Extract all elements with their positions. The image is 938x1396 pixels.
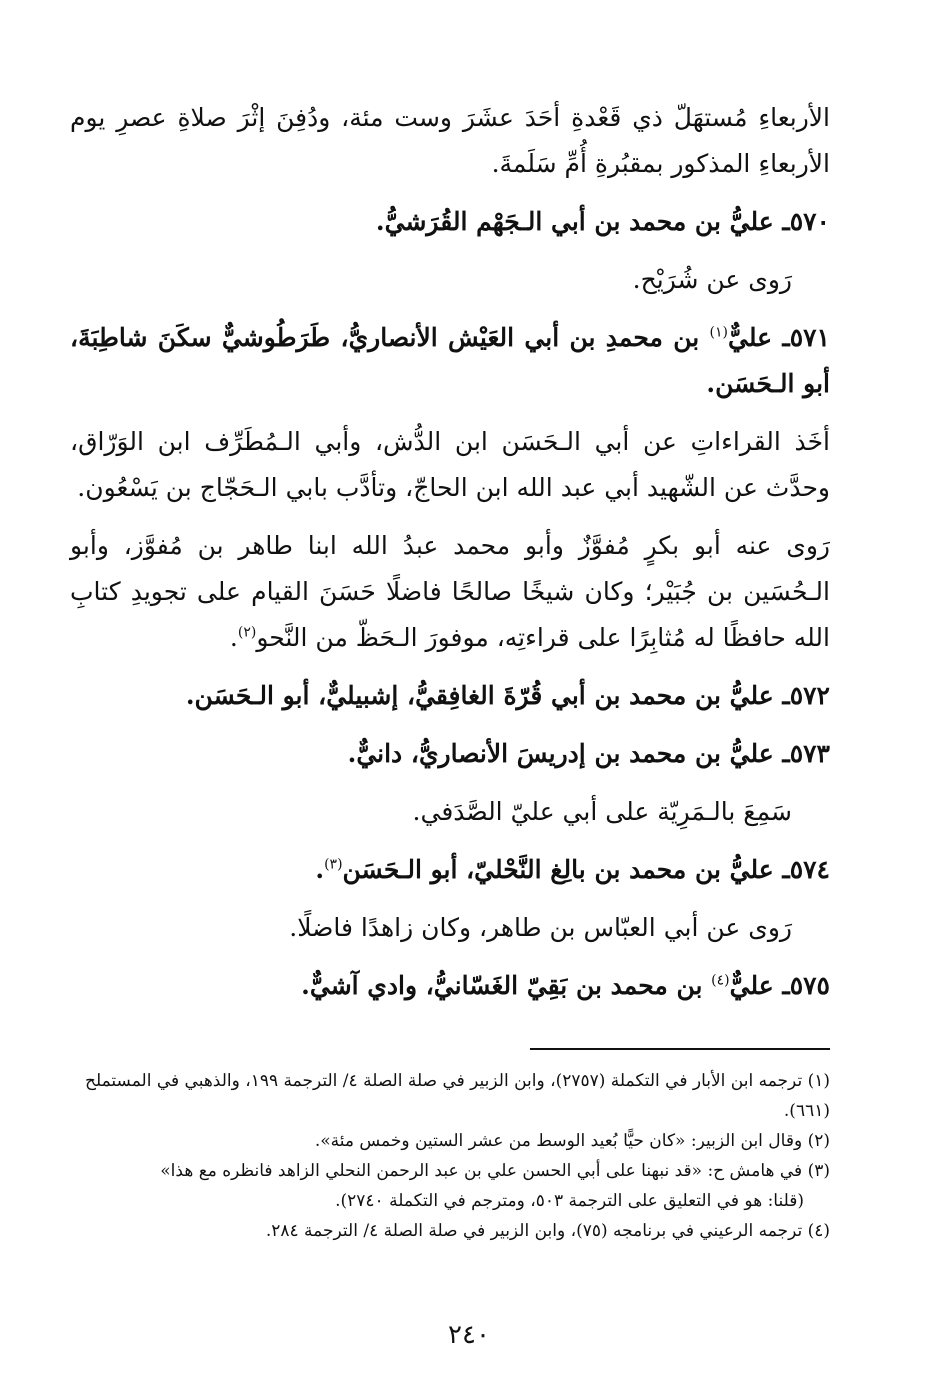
footnotes <box>70 1066 830 1246</box>
entry-571-paragraph-2-text: رَوى عنه أبو بكرٍ مُفوَّزٌ وأبو محمد عبدُ الله ابنا طاهر بن مُفوَّز، وأبو الـحُسَين بن جُبَيْر؛ وكان شيخًا صالحًا فاضلًا حَسَنَ القيام على تجويدِ كتابِ الله حافظًا له مُثابِرًا على قراءتِه، موفورَ الـحَظّ من النَّحو <box>70 531 830 652</box>
entry-572-title: ٥٧٢ـ عليُّ بن محمد بن أبي قُرّةَ الغافِقيُّ، إشبيليٌّ، أبو الـحَسَن. <box>185 681 830 710</box>
main-text <box>70 95 830 1009</box>
entry-571-paragraph-1: أخَذ القراءاتِ عن أبي الـحَسَن ابن الدُّش، وأبي الـمُطَرِّف ابن الوَرّاق، وحدَّث عن الشّهيد أبي عبد الله ابن الحاجّ، وتأدَّب بابي الـحَجّاج بن يَسْعُون. <box>70 427 830 502</box>
footnote-1: (١) ترجمه ابن الأبار في التكملة (٢٧٥٧)، وابن الزبير في صلة الصلة ٤/ الترجمة ١٩٩، والذهبي في المستملح (٦٦١). <box>84 1071 830 1121</box>
footnote-3: (٣) في هامش ح: «قد نبهنا على أبي الحسن علي بن عبد الرحمن النحلي الزاهد فانظره مع هذا» <box>160 1161 830 1181</box>
entry-571-title <box>70 315 830 407</box>
footnote-ref-3: (٣) <box>324 856 343 873</box>
entry-574-text: رَوى عن أبي العبّاس بن طاهر، وكان زاهدًا فاضلًا. <box>289 913 792 942</box>
entry-573-title: ٥٧٣ـ عليُّ بن محمد بن إدريسَ الأنصاريُّ، دانيٌّ. <box>347 739 830 768</box>
footnote-ref-2: (٢) <box>237 624 257 641</box>
footnote-2: (٢) وقال ابن الزبير: «كان حيًّا بُعيد الوسط من عشر الستين وخمس مئة». <box>314 1131 830 1151</box>
footnote-divider <box>530 1048 830 1050</box>
footnote-ref-1: (١) <box>709 324 729 341</box>
entry-571-paragraph-2 <box>70 523 830 661</box>
entry-574-title <box>70 847 830 893</box>
entry-570-text: رَوى عن شُرَيْح. <box>632 265 792 294</box>
entry-571-name: بن محمدِ بن أبي العَيْش الأنصاريُّ، طَرَطُوشيٌّ سكَنَ شاطِبَةَ، أبو الـحَسَن. <box>70 323 830 398</box>
footnote-3-continued: (قلنا: هو في التعليق على الترجمة ٥٠٣، ومترجم في التكملة ٢٧٤٠). <box>335 1191 804 1211</box>
entry-574-end: . <box>315 855 325 884</box>
entry-575-title <box>70 963 830 1009</box>
entry-573-text: سَمِعَ بالـمَرِيّة على أبي عليّ الصَّدَفي. <box>412 797 792 826</box>
footnote-4: (٤) ترجمه الرعيني في برنامجه (٧٥)، وابن الزبير في صلة الصلة ٤/ الترجمة ٢٨٤. <box>265 1221 830 1241</box>
entry-571-number: ٥٧١ـ عليٌّ <box>728 323 830 352</box>
entry-570-title: ٥٧٠ـ عليُّ بن محمد بن أبي الـجَهْم القُرَشيُّ. <box>375 207 830 236</box>
entry-575-name: بن محمد بن بَقِيّ الغَسّانيُّ، وادي آشيٌّ. <box>301 971 712 1000</box>
entry-574-name: ٥٧٤ـ عليُّ بن محمد بن بالِغ النَّحْليّ، أبو الـحَسَن <box>342 855 830 884</box>
footnote-ref-4: (٤) <box>711 972 730 989</box>
entry-575-number: ٥٧٥ـ عليٌّ <box>729 971 830 1000</box>
page-number: ٢٤٠ <box>448 1320 490 1350</box>
paragraph-continued: الأربعاءِ مُستهَلّ ذي قَعْدةِ أحَدَ عشَرَ وست مئة، ودُفِنَ إثْرَ صلاةِ عصرِ يوم الأربعاءِ المذكور بمقبُرةِ أُمِّ سَلَمةَ. <box>70 103 830 178</box>
entry-571-paragraph-2-end: . <box>229 623 238 652</box>
